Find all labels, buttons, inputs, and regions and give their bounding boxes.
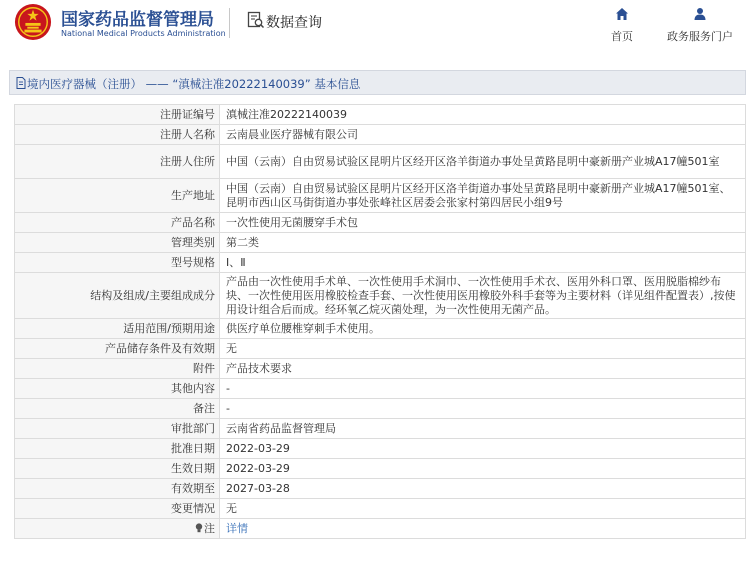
user-icon [693,7,707,21]
breadcrumb-category[interactable]: 境内医疗器械（注册） [27,77,142,91]
data-query-label: 数据查询 [266,15,322,31]
field-value: Ⅰ、Ⅱ [220,253,746,273]
field-label: 批准日期 [15,439,220,459]
table-row [15,213,746,233]
field-label: 审批部门 [15,419,220,439]
field-label: 备注 [15,399,220,419]
field-value: - [220,379,746,399]
nav-service-portal[interactable] [655,5,745,45]
field-label: 管理类别 [15,233,220,253]
home-icon [615,7,629,21]
field-value: 中国（云南）自由贸易试验区昆明片区经开区洛羊街道办事处呈黄路昆明中豪新册产业城A17幢501室 [220,145,746,179]
details-link[interactable]: 详情 [226,522,248,535]
field-value [220,519,746,539]
site-header [0,0,755,50]
table-row [15,179,746,213]
table-row [15,359,746,379]
table-row [15,419,746,439]
field-value: 产品由一次性使用手术单、一次性使用手术洞巾、一次性使用手术衣、医用外科口罩、医用脱脂棉纱布块、一次性使用医用橡胶检查手套、一次性使用医用橡胶外科手套等为主要材料（详见组件配置表）,按使用设计组合后而成。经环氧乙烷灭菌处理，为一次性使用无菌产品。 [220,273,746,319]
breadcrumb [27,76,360,92]
field-label-note [15,519,220,539]
field-label: 产品名称 [15,213,220,233]
document-icon [16,77,26,89]
field-label: 注册人住所 [15,145,220,179]
table-row [15,399,746,419]
note-label: 注 [204,521,215,535]
field-value: 2027-03-28 [220,479,746,499]
table-row [15,459,746,479]
field-label: 结构及组成/主要组成成分 [15,273,220,319]
field-label: 注册证编号 [15,105,220,125]
field-value: 无 [220,339,746,359]
table-row [15,499,746,519]
field-value: 第二类 [220,233,746,253]
field-label: 附件 [15,359,220,379]
table-row [15,125,746,145]
site-title[interactable]: 国家药品监督管理局 [61,10,214,30]
field-value: 云南晨业医疗器械有限公司 [220,125,746,145]
site-subtitle: National Medical Products Administration [61,29,226,38]
detail-panel-header [9,70,746,95]
table-row [15,339,746,359]
field-label: 其他内容 [15,379,220,399]
field-value: 2022-03-29 [220,439,746,459]
table-row [15,479,746,499]
field-label: 生效日期 [15,459,220,479]
nav-home[interactable] [600,5,644,45]
national-emblem-logo[interactable] [14,3,52,41]
field-value: - [220,399,746,419]
field-label: 型号规格 [15,253,220,273]
nav-portal-label: 政务服务门户 [667,30,733,43]
field-value: 产品技术要求 [220,359,746,379]
field-value: 一次性使用无菌腰穿手术包 [220,213,746,233]
table-row [15,273,746,319]
field-label: 有效期至 [15,479,220,499]
field-label: 注册人名称 [15,125,220,145]
lightbulb-icon [195,523,203,533]
breadcrumb-separator: —— [145,77,169,91]
field-value: 供医疗单位腰椎穿刺手术使用。 [220,319,746,339]
data-query-icon [247,11,265,29]
table-row [15,253,746,273]
registration-info-table [14,104,746,539]
breadcrumb-suffix: 基本信息 [314,77,361,91]
field-label: 产品储存条件及有效期 [15,339,220,359]
field-value: 2022-03-29 [220,459,746,479]
table-row [15,233,746,253]
field-label: 变更情况 [15,499,220,519]
table-row [15,105,746,125]
breadcrumb-record: “滇械注准20222140039” [172,77,311,91]
header-divider [229,8,230,38]
table-row [15,519,746,539]
field-label: 适用范围/预期用途 [15,319,220,339]
field-value: 滇械注准20222140039 [220,105,746,125]
field-value: 无 [220,499,746,519]
table-row [15,439,746,459]
table-row [15,319,746,339]
field-label: 生产地址 [15,179,220,213]
table-row [15,145,746,179]
nav-home-label: 首页 [611,30,633,43]
table-row [15,379,746,399]
field-value: 云南省药品监督管理局 [220,419,746,439]
field-value: 中国（云南）自由贸易试验区昆明片区经开区洛羊街道办事处呈黄路昆明中豪新册产业城A17幢501室、昆明市西山区马街街道办事处张峰社区居委会张家村第四居民小组9号 [220,179,746,213]
